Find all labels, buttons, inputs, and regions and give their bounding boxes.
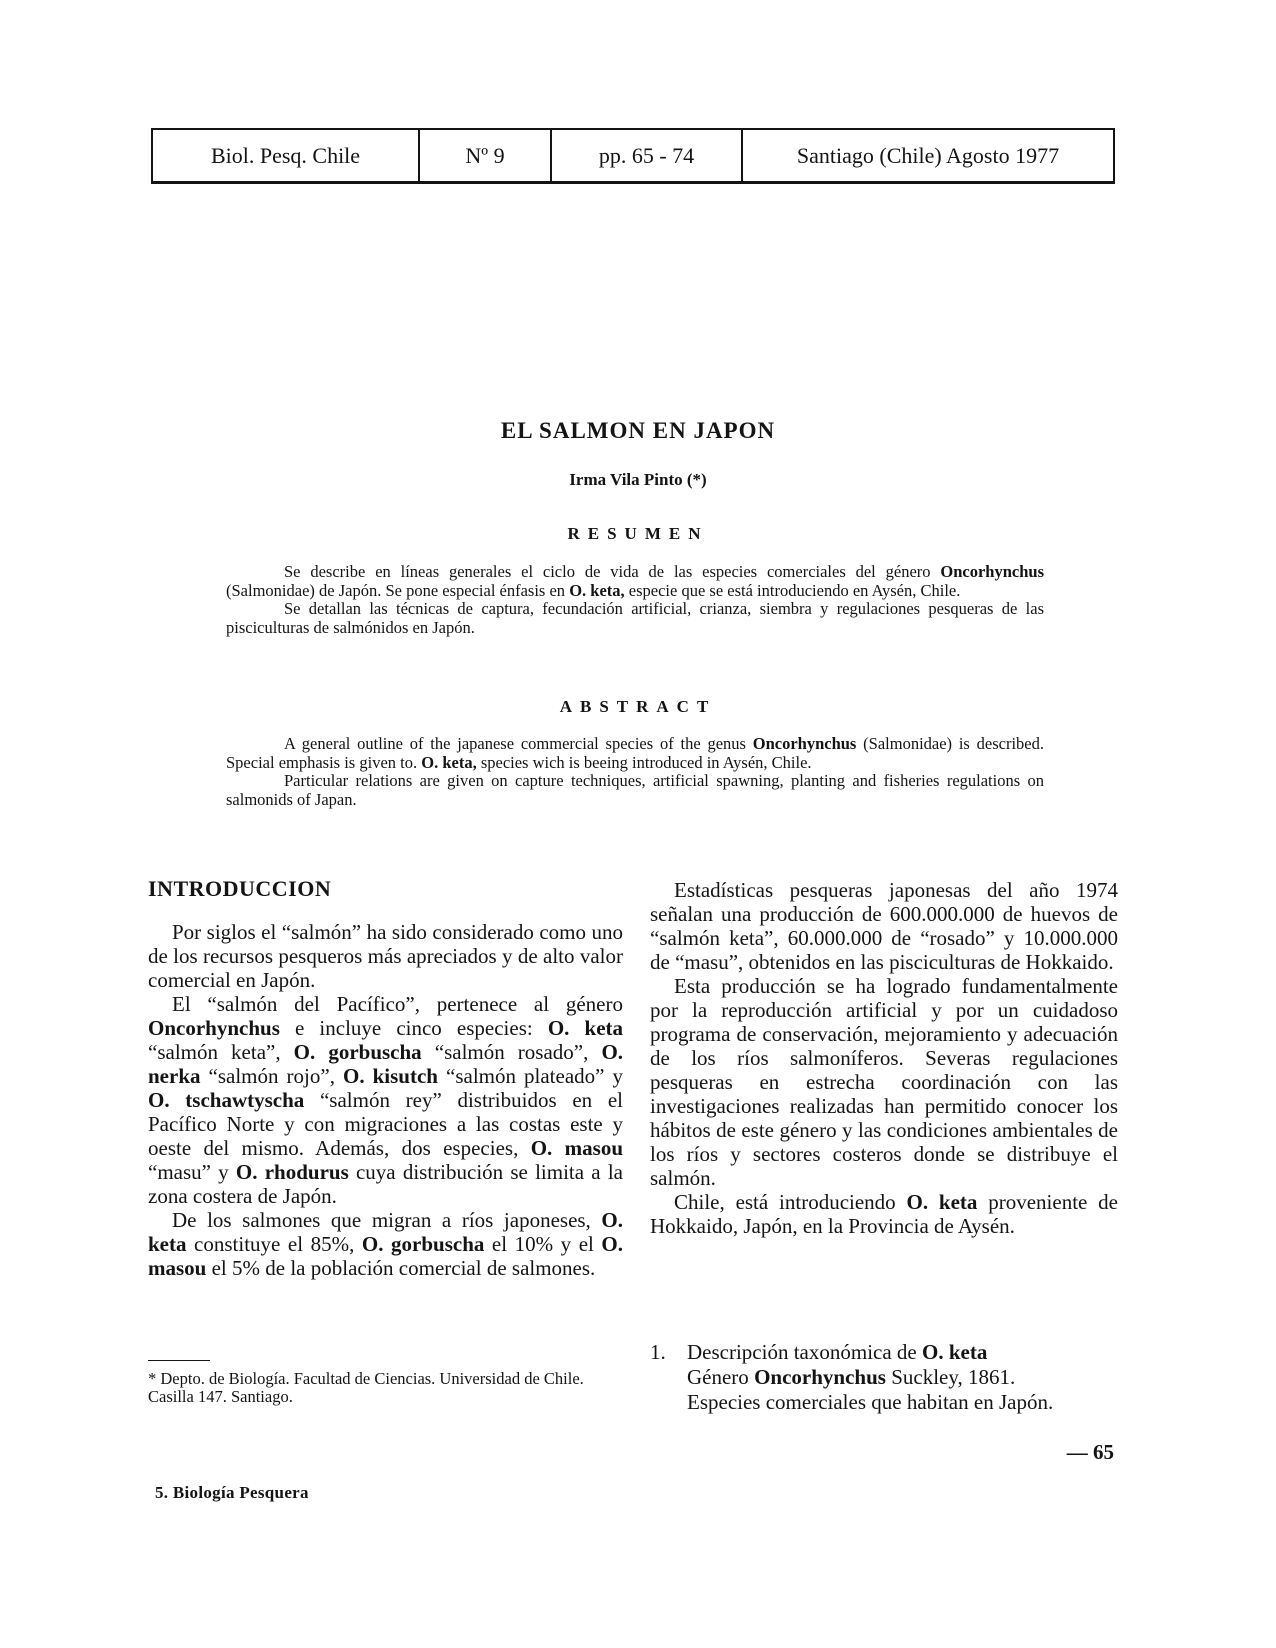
article-title: EL SALMON EN JAPON: [500, 418, 776, 443]
journal-name: Biol. Pesq. Chile: [153, 130, 420, 181]
intro-paragraph-2: El “salmón del Pacífico”, pertenece al género Oncorhynchus e incluye cinco especies: O. keta “salmón keta”, O. gorbuscha “salmón rosado”, O. nerka “salmón rojo”, O. kisutch “salmón plateado” y O. tschawtyscha “salmón rey” distribuidos en el Pacífico Norte y con migraciones a las costas este y oeste del mismo. Además, dos especies, O. masou “masu” y O. rhodurus cuya distribución se limita a la zona costera de Japón.: [148, 992, 624, 1208]
right-paragraph-1: Estadísticas pesqueras japonesas del año 1974 señalan una producción de 600.000.000 de huevos de “salmón keta”, 60.000.000 de “rosado” y 10.000.000 de “masu”, obtenidos en las pisciculturas de Hokkaido.: [650, 878, 1118, 974]
page-number: — 65: [1066, 1440, 1114, 1464]
author: Irma Vila Pinto (*): [569, 470, 707, 489]
list-text: [687, 1340, 1117, 1415]
list-number: 1.: [650, 1340, 666, 1364]
journal-footer: 5. Biología Pesquera: [155, 1483, 309, 1502]
intro-paragraph-1: Por siglos el “salmón” ha sido considerado como uno de los recursos pesqueros más apreciados y de alto valor comercial en Japón.: [148, 920, 623, 992]
introduction-heading: INTRODUCCION: [148, 876, 332, 901]
list-line-1: Descripción taxonómica de O. keta: [687, 1340, 988, 1364]
page-range: pp. 65 - 74: [552, 130, 743, 181]
right-column: [650, 878, 1118, 1238]
intro-paragraph-3: De los salmones que migran a ríos japoneses, O. keta constituye el 85%, O. gorbuscha el 10% y el O. masou el 5% de la población comercial de salmones.: [148, 1208, 624, 1280]
abstract-paragraph-2: Particular relations are given on capture techniques, artificial spawning, planting and fisheries regulations on salmonids of Japan.: [226, 771, 1044, 809]
abstract-text: [226, 735, 1044, 809]
resumen-paragraph-1: Se describe en líneas generales el ciclo de vida de las especies comerciales del género Oncorhynchus (Salmonidae) de Japón. Se pone especial énfasis en O. keta, especie que se está introduciendo en Aysén, Chile.: [226, 562, 1044, 600]
list-line-3: Especies comerciales que habitan en Japón.: [687, 1390, 1054, 1414]
list-line-2: Género Oncorhynchus Suckley, 1861.: [687, 1365, 1016, 1389]
abstract-heading: ABSTRACT: [559, 697, 717, 716]
right-paragraph-2: Esta producción se ha logrado fundamentalmente por la reproducción artificial y por un cuidadoso programa de conservación, mejoramiento y adecuación de los ríos salmoníferos. Severas regulaciones pesqueras en estrecha coordinación con las investigaciones realizadas han permitido conocer los hábitos de este género y las condiciones ambientales de los ríos y sectores costeros donde se distribuye el salmón.: [650, 974, 1118, 1190]
resumen-paragraph-2: Se detallan las técnicas de captura, fecundación artificial, crianza, siembra y regulaciones pesqueras de las pisciculturas de salmónidos en Japón.: [226, 599, 1044, 637]
footnote: * Depto. de Biología. Facultad de Ciencias. Universidad de Chile. Casilla 147. Santiago.: [148, 1369, 584, 1406]
resumen-heading: RESUMEN: [567, 524, 709, 543]
issue-number: Nº 9: [420, 130, 552, 181]
abstract-paragraph-1: A general outline of the japanese commercial species of the genus Oncorhynchus (Salmonidae) is described. Special emphasis is given to. O. keta, species wich is beeing introduced in Aysén, Chile.: [226, 734, 1044, 772]
journal-header-box: [151, 128, 1115, 184]
place-date: Santiago (Chile) Agosto 1977: [796, 142, 1060, 168]
left-column: [148, 920, 623, 1280]
right-paragraph-3: Chile, está introduciendo O. keta proveniente de Hokkaido, Japón, en la Provincia de Aysén.: [650, 1190, 1118, 1238]
resumen-text: [226, 563, 1044, 637]
footnote-rule: [148, 1360, 210, 1361]
